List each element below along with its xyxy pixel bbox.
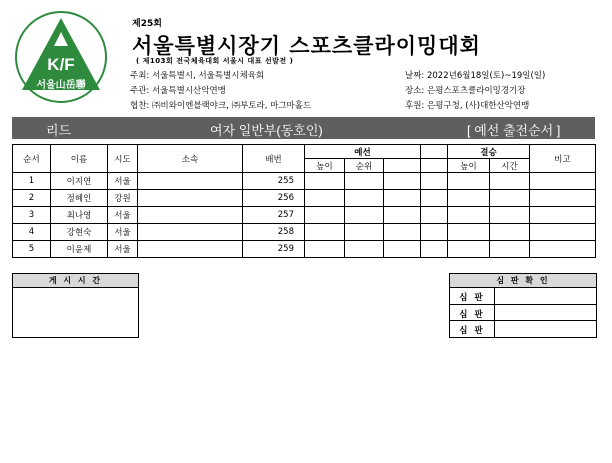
judge-row (450, 320, 596, 337)
info-host: 주최: 서울특별시, 서울특별시체육회 (130, 71, 265, 81)
info-organizer: 주관: 서울특별시산악연맹 (130, 86, 226, 96)
row-order: 2 (13, 190, 51, 207)
row-name: 정혜인 (51, 190, 108, 207)
row-city: 서울 (108, 224, 138, 241)
judge-row (450, 304, 596, 321)
header-prelim-rank: 순위 (345, 159, 384, 173)
row-name: 이윤제 (51, 241, 108, 258)
category-banner (12, 117, 595, 139)
federation-logo (14, 10, 108, 104)
header-final-height: 높이 (448, 159, 490, 173)
row-name: 강현숙 (51, 224, 108, 241)
row-city: 서울 (108, 207, 138, 224)
row-city: 강원 (108, 190, 138, 207)
edition-label: 제25회 (132, 19, 162, 29)
row-order: 4 (13, 224, 51, 241)
posting-time-box (12, 273, 139, 338)
row-team (138, 241, 243, 258)
judge-confirm-box (449, 273, 597, 338)
row-order: 1 (13, 173, 51, 190)
judge-confirm-caption: 심 판 확 인 (450, 274, 596, 288)
page-title: 서울특별시장기 스포츠클라이밍대회 (132, 34, 481, 58)
row-team (138, 207, 243, 224)
row-order: 3 (13, 207, 51, 224)
logo-letters: K/F (47, 55, 75, 74)
header-city: 시도 (108, 145, 138, 173)
table-row (13, 190, 596, 207)
header-prelim-height: 높이 (305, 159, 345, 173)
table-row (13, 224, 596, 241)
table-header-row (13, 145, 596, 159)
table-row (13, 173, 596, 190)
info-venue: 장소: 은평스포츠클라이밍경기장 (405, 86, 526, 96)
judge-row (450, 288, 596, 304)
banner-discipline: 리드 (46, 123, 72, 138)
row-name: 이지연 (51, 173, 108, 190)
row-city: 서울 (108, 241, 138, 258)
row-order: 5 (13, 241, 51, 258)
header-team: 소속 (138, 145, 243, 173)
row-bib: 255 (243, 173, 305, 190)
logo-text: 서울山岳聯 (36, 80, 86, 91)
row-bib: 259 (243, 241, 305, 258)
row-name: 최나영 (51, 207, 108, 224)
header-final-time: 시간 (490, 159, 530, 173)
info-date: 날짜: 2022년6월18일(토)~19일(일) (405, 71, 546, 81)
banner-category: 여자 일반부(동호인) (210, 123, 323, 138)
judge-label: 심 판 (459, 293, 485, 303)
row-team (138, 224, 243, 241)
header-note: 비고 (530, 145, 596, 173)
judge-label: 심 판 (459, 326, 485, 336)
header-name: 이름 (51, 145, 108, 173)
header-bib: 배번 (243, 145, 305, 173)
row-city: 서울 (108, 173, 138, 190)
banner-round: [ 예선 출전순서 ] (467, 123, 561, 138)
row-bib: 257 (243, 207, 305, 224)
judge-label: 심 판 (459, 310, 485, 320)
header-final: 결승 (448, 145, 530, 159)
start-order-table (12, 144, 596, 258)
row-bib: 256 (243, 190, 305, 207)
info-sponsor: 협찬: ㈜비와이엔블랙야크, ㈜부토라, 마그마홀드 (130, 101, 312, 111)
header-order: 순서 (13, 145, 51, 173)
page-subtitle: ( 제103회 전국체육대회 서울시 대표 선발전 ) (136, 57, 294, 65)
table-row (13, 241, 596, 258)
table-row (13, 207, 596, 224)
posting-time-caption: 게 시 시 간 (13, 274, 138, 288)
row-team (138, 173, 243, 190)
header-prelim: 예선 (305, 145, 421, 159)
row-bib: 258 (243, 224, 305, 241)
row-team (138, 190, 243, 207)
info-supporter: 후원: 은평구청, (사)대한산악연맹 (405, 101, 530, 111)
